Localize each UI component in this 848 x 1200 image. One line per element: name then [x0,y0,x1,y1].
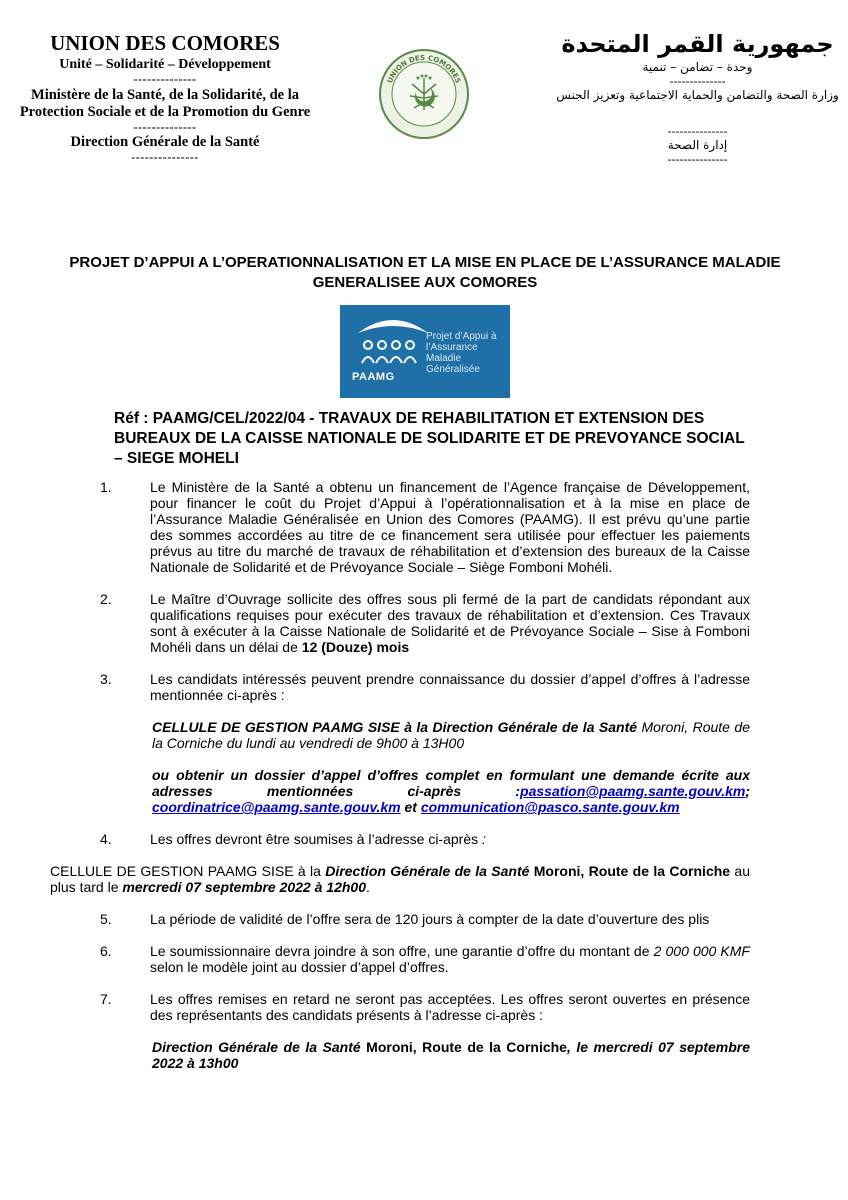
paragraph-number: 2. [100,591,112,607]
address-text: CELLULE DE GESTION PAAMG SISE à la [50,863,326,879]
paragraph-text: Le soumissionnaire devra joindre à son offre, une garantie d’offre du montant de [150,943,654,959]
paragraph-4 [100,831,750,847]
paragraph-number: 6. [100,943,112,959]
ministry-name: Ministère de la Santé, de la Solidarité, de la Protection Sociale et de la Promotion du Genre [19,87,311,120]
motto: Unité – Solidarité – Développement [59,57,271,72]
email-link-communication[interactable]: communication@pasco.sante.gouv.km [420,799,680,815]
guarantee-amount: 2 000 000 KMF [653,943,750,959]
opening-direction: Direction Générale de la Santé [152,1039,361,1055]
logo-acronym: PAAMG [352,371,395,383]
email-link-passation[interactable]: passation@paamg.sante.gouv.km [520,783,746,799]
bullet-2 [100,767,750,815]
duration: 12 (Douze) mois [301,639,410,655]
paragraph-number: 5. [100,911,112,927]
address-street: Moroni, Route de la Corniche [529,863,731,879]
bullet-bold-text: CELLULE DE GESTION PAAMG SISE à la Direction Générale de la Santé [152,719,638,735]
conjunction: et [400,799,421,815]
paragraph-text: selon le modèle joint au dossier d’appel d’offres. [150,959,449,975]
punctuation: ; [745,783,750,799]
logo-tagline: Projet d’Appui à l’Assurance Maladie Généralisée [426,331,497,375]
paragraph-text: Les candidats intéressés peuvent prendre connaissance du dossier d’appel d’offres à l’adresse mentionnée ci-après : [150,671,750,703]
email-link-coordinatrice[interactable]: coordinatrice@paamg.sante.gouv.km [152,799,401,815]
country-name-arabic: جمهورية القمر المتحدة [561,30,834,58]
national-seal-icon [378,48,470,140]
paragraph-5 [100,911,750,927]
paragraph-text: Les offres remises en retard ne seront pas acceptées. Les offres seront ouvertes en présence des représentants des candidats présents à l’adresse ci-après : [150,991,750,1023]
separator: -------------- [669,74,726,88]
separator: --------------- [667,152,728,166]
paragraph-number: 3. [100,671,112,687]
bullet-text: Moroni, Route de la Corniche du lundi au vendredi de 9h00 à 13H00 [152,719,750,751]
punctuation: : [482,831,486,847]
paragraph-number: 7. [100,991,112,1007]
paragraph-1 [100,479,750,575]
paragraph-text: La période de validité de l’offre sera de 120 jours à compter de la date d’ouverture des plis [150,911,710,927]
bullet-bold-text: ou obtenir un dossier d’appel d’offres complet en formulant une demande écrite aux adresses mentionnées ci-après : [152,767,750,799]
paragraph-3 [100,671,750,703]
opening-address [100,1039,750,1071]
submission-address [50,863,750,895]
paragraph-number: 4. [100,831,112,847]
paragraph-text: Les offres devront être soumises à l’adresse ci-après [150,831,483,847]
tender-reference: Réf : PAAMG/CEL/2022/04 - TRAVAUX DE REHABILITATION ET EXTENSION DES BUREAUX DE LA CAISSE NATIONALE DE SOLIDARITE ET DE PREVOYANCE SOCIAL – SIEGE MOHELI [114,410,745,467]
punctuation: . [365,879,370,895]
separator: -------------- [133,120,197,134]
paamg-logo [340,305,510,398]
opening-street: Moroni, Route de la Corniche [360,1039,567,1055]
paragraph-number: 1. [100,479,112,495]
motto-arabic: وحدة – تضامن – تنمية [642,60,753,74]
paragraph-2 [100,591,750,655]
separator: --------------- [667,124,728,138]
paragraph-7 [100,991,750,1023]
ministry-name-arabic: وزارة الصحة والتضامن والحماية الاجتماعية وتعزيز الجنس [556,88,839,102]
paragraph-text: Le Maître d’Ouvrage sollicite des offres sous pli fermé de la part de candidats répondant aux qualifications requises pour exécuter des travaux de réhabilitation et d’extension. Ces Travaux sont à exécuter à la Caisse Nationale de Solidarité et de Prévoyance Sociale – Sise à Fomboni Mohéli dans un délai de [150,591,750,655]
deadline-prefix: au plus tard le [50,863,750,895]
header-left [10,30,320,163]
notice-body [50,479,750,1071]
paamg-people-icon [348,309,438,375]
seal-text: UNION DES COMORES [385,53,463,85]
submission-deadline: mercredi 07 septembre 2022 à 12h00 [122,879,366,895]
bullet-1 [100,719,750,751]
project-title: PROJET D’APPUI A L’OPERATIONNALISATION ET LA MISE EN PLACE DE L’ASSURANCE MALADIE GENERALISEE AUX COMORES [69,254,781,291]
separator: --------------- [131,150,199,164]
separator: -------------- [133,72,197,86]
country-name: UNION DES COMORES [50,31,280,55]
opening-date: , le mercredi 07 septembre 2022 à 13h00 [152,1039,750,1071]
header-right [555,28,840,166]
paragraph-text: Le Ministère de la Santé a obtenu un financement de l’Agence française de Développement, pour financer le coût du Projet d’Appui à l’opérationnalisation et à la mise en place de l’Assurance Maladie Généralisée en Union des Comores (PAAMG). Il est prévu qu’une partie des sommes accordées au titre de ce financement sera utilisée pour effectuer les paiements prévus au titre du marché de travaux de réhabilitation et d’extension des bureaux de la Caisse Nationale de Solidarité et de Prévoyance Sociale – Siège Fomboni Mohéli. [150,479,750,575]
paragraph-6 [100,943,750,975]
direction-name: Direction Générale de la Santé [70,134,260,150]
address-direction: Direction Générale de la Santé [325,863,530,879]
direction-name-arabic: إدارة الصحة [667,138,728,152]
